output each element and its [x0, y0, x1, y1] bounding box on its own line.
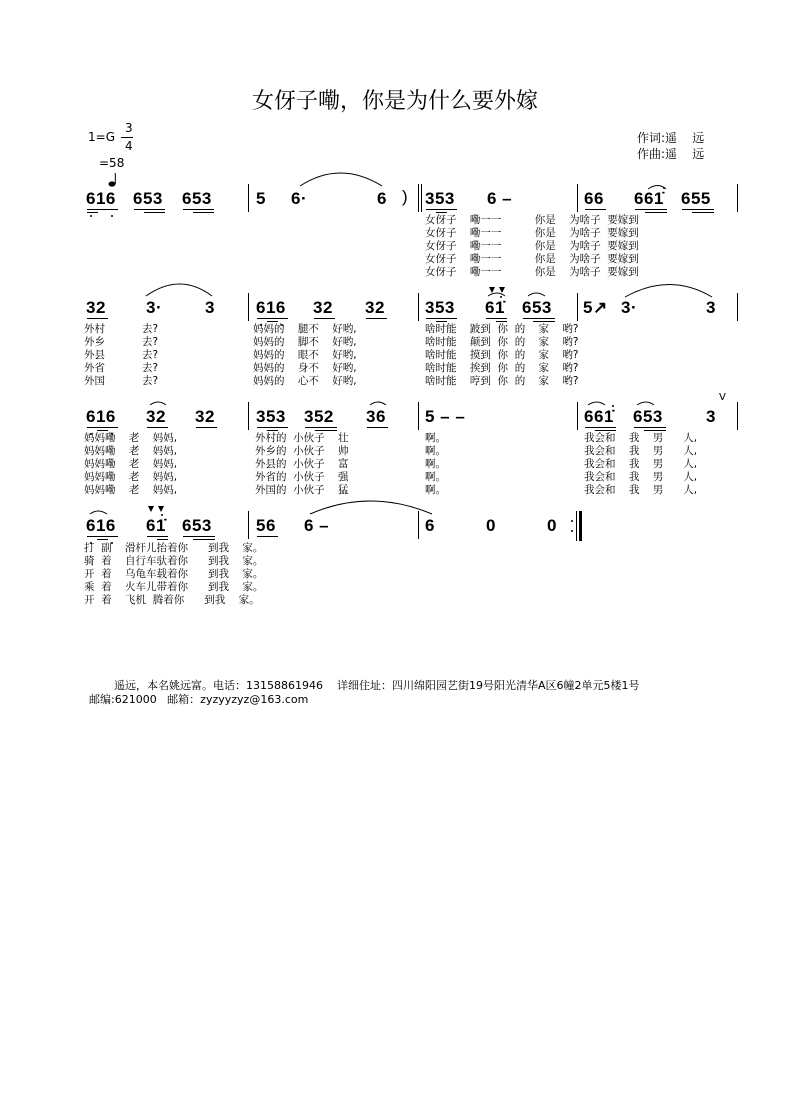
lyric-line: 妈妈嘞 老 妈妈, [84, 432, 178, 444]
bar-line [421, 184, 422, 212]
bar-line [418, 293, 419, 321]
note-group: 661̇ [634, 189, 664, 208]
note-group: 32 [313, 298, 333, 317]
lyric-line: 啥时能 挨到 你 的 家 哟? [425, 362, 579, 374]
slur [370, 402, 386, 405]
high-octave-dot [663, 187, 665, 189]
slur [637, 402, 654, 405]
bar-line [737, 184, 738, 212]
underline [595, 430, 616, 431]
note-group: 3· [146, 298, 163, 317]
lyric-line: 妈妈的 脚不 好哟, [253, 336, 357, 348]
note-group: 5 [256, 189, 266, 208]
note-group: 653 [522, 298, 552, 317]
underline [436, 321, 447, 322]
note-group: 6 – [304, 516, 330, 535]
note-group: 32 [86, 298, 106, 317]
underline [87, 318, 108, 319]
time-signature-bottom: 4 [125, 139, 133, 153]
underline [196, 427, 217, 428]
lyric-line: 去? [142, 349, 159, 361]
underline [585, 209, 606, 210]
lyric-line: 我会和 我 男 人, [584, 458, 698, 470]
bar-line [418, 184, 419, 212]
underline [426, 209, 457, 210]
lyric-line: 啊。 [425, 432, 446, 444]
low-octave-dot [111, 215, 113, 217]
lyric-line: 妈妈的 心不 好哟, [253, 375, 357, 387]
accent-mark [148, 506, 154, 512]
note-group: 5↗ [583, 298, 608, 317]
underline [147, 536, 168, 537]
bar-line [248, 293, 249, 321]
lyric-line: 女伢子 嘞一一 你是 为啥子 要嫁到 [425, 240, 639, 252]
lyric-line: 女伢子 嘞一一 你是 为啥子 要嫁到 [425, 266, 639, 278]
note-group: 0 [486, 516, 496, 535]
note-group: 616 [86, 407, 116, 426]
note-group: 3 [706, 298, 716, 317]
slur [90, 511, 107, 514]
underline [692, 212, 714, 213]
lyric-line: 外村 [84, 323, 105, 335]
note-group: 32 [146, 407, 166, 426]
lyric-line: 啥时能 哼到 你 的 家 哟? [425, 375, 579, 387]
underline [644, 430, 666, 431]
underline [496, 321, 507, 322]
note-group: 616 [256, 298, 286, 317]
lyric-line: 我会和 我 男 人, [584, 471, 698, 483]
lyric-line: 啥时能 跛到 你 的 家 哟? [425, 323, 579, 335]
paren-close: ) [402, 187, 409, 206]
underline [87, 536, 118, 537]
note-group: 32 [195, 407, 215, 426]
underline [314, 318, 335, 319]
note-group: 3 [706, 407, 716, 426]
bar-line [418, 402, 419, 430]
note-group: 616 [86, 516, 116, 535]
lyric-line: 外省的 小伙子 强 [255, 471, 349, 483]
underline [635, 209, 667, 210]
lyric-line: 开 着 乌龟车载着你 到我 家。 [84, 568, 264, 580]
contact-info: 遥远，本名姚远富。电话：13158861946 详细住址：四川绵阳园艺街19号阳光清华A区6幢2单元5楼1号 [114, 679, 640, 692]
note-group: 0 [547, 516, 557, 535]
underline [315, 430, 337, 431]
lyric-line: 我会和 我 男 人, [584, 432, 698, 444]
underline [257, 427, 288, 428]
underline [486, 318, 507, 319]
lyric-line: 去? [142, 323, 159, 335]
underline [436, 212, 447, 213]
underline [305, 427, 337, 428]
note-group: 353 [256, 407, 286, 426]
lyric-line: 妈妈嘞 老 妈妈, [84, 471, 178, 483]
note-group: 61̇ [146, 516, 166, 535]
tempo-marking: =58 [99, 156, 125, 170]
lyric-line: 啊。 [425, 445, 446, 457]
slur [488, 293, 505, 296]
time-signature-line [121, 137, 133, 138]
slur [146, 284, 212, 296]
lyric-line: 妈妈嘞 老 妈妈, [84, 445, 178, 457]
note-group: 353 [425, 189, 455, 208]
slur [625, 285, 712, 298]
note-group: 6 [377, 189, 387, 208]
underline [87, 427, 118, 428]
note-group: 653 [133, 189, 163, 208]
underline [257, 536, 278, 537]
lyric-line: 外省 [84, 362, 105, 374]
note-group: 353 [425, 298, 455, 317]
lyric-line: 妈妈嘞 老 妈妈, [84, 458, 178, 470]
low-octave-dot [90, 215, 92, 217]
underline [426, 318, 457, 319]
high-octave-dot [500, 296, 502, 298]
note-group: 5 – – [425, 407, 466, 426]
note-group: 66 [584, 189, 604, 208]
lyric-line: 妈妈的 腿不 好哟, [253, 323, 357, 335]
note-group: 3 [205, 298, 215, 317]
lyric-line: 乘 着 火车儿带着你 到我 家。 [84, 581, 264, 593]
note-group: 352 [304, 407, 334, 426]
lyric-line: 外县 [84, 349, 105, 361]
underline [183, 209, 214, 210]
underline [97, 539, 108, 540]
bar-line [577, 402, 578, 430]
key-signature: 1=G [88, 130, 115, 144]
accent-mark [158, 506, 164, 512]
lyric-line: 妈妈嘞 老 妈妈, [84, 484, 178, 496]
underline [183, 536, 215, 537]
note-group: 653 [182, 189, 212, 208]
lyric-line: 啊。 [425, 458, 446, 470]
high-octave-dot [161, 514, 163, 516]
underline [193, 212, 214, 213]
underline [585, 427, 616, 428]
repeat-dot [571, 530, 573, 532]
bar-line [248, 184, 249, 212]
note-group: 653 [633, 407, 663, 426]
lyric-line: 啊。 [425, 471, 446, 483]
underline [267, 430, 278, 431]
underline [147, 427, 168, 428]
lyric-line: 外县的 小伙子 富 [255, 458, 349, 470]
postal-email: 邮编:621000 邮箱：zyzyyzyz@163.com [89, 693, 309, 706]
slur [588, 402, 605, 405]
lyric-line: 女伢子 嘞一一 你是 为啥子 要嫁到 [425, 227, 639, 239]
underline [97, 430, 108, 431]
note-group: 653 [182, 516, 212, 535]
time-signature-top: 3 [125, 121, 133, 135]
lyric-line: 去? [142, 336, 159, 348]
slur [150, 402, 166, 405]
high-octave-dot [612, 405, 614, 407]
underline [267, 321, 278, 322]
slur [300, 173, 382, 186]
lyric-line: 我会和 我 男 人, [584, 484, 698, 496]
slur [310, 501, 432, 514]
breath-mark: V [719, 392, 726, 403]
lyric-line: 女伢子 嘞一一 你是 为啥子 要嫁到 [425, 214, 639, 226]
lyric-line: 外乡 [84, 336, 105, 348]
lyricist: 作词:遥 远 [637, 131, 705, 145]
underline [682, 209, 714, 210]
note-group: 56 [256, 516, 276, 535]
note-group: 661̇ [584, 407, 614, 426]
note-group: 32 [365, 298, 385, 317]
note-group: 6 – [487, 189, 513, 208]
underline [157, 539, 168, 540]
note-group: 655 [681, 189, 711, 208]
slur [528, 293, 545, 296]
note-group: 616 [86, 189, 116, 208]
underline [257, 318, 288, 319]
lyric-line: 啥时能 颠到 你 的 家 哟? [425, 336, 579, 348]
lyric-line: 外国 [84, 375, 105, 387]
note-group: 6 [425, 516, 435, 535]
underline [366, 318, 387, 319]
accent-mark [499, 287, 505, 293]
lyric-line: 开 着 飞机 腾着你 到我 家。 [84, 594, 260, 606]
note-group: 36 [366, 407, 386, 426]
bar-line [418, 511, 419, 539]
underline [367, 427, 388, 428]
lyric-line: 女伢子 嘞一一 你是 为啥子 要嫁到 [425, 253, 639, 265]
quarter-note-icon [88, 153, 98, 167]
lyric-line: 妈妈的 眼不 好哟, [253, 349, 357, 361]
repeat-bar-line [576, 511, 577, 541]
underline [144, 212, 165, 213]
lyric-line: 啊。 [425, 484, 446, 496]
note-group: 61̇ [485, 298, 505, 317]
underline [87, 209, 118, 210]
lyric-line: 打 副 滑杆儿抬着你 到我 家。 [84, 542, 264, 554]
note-group: 6· [291, 189, 308, 208]
lyric-line: 外乡的 小伙子 帅 [255, 445, 349, 457]
lyric-line: 我会和 我 男 人, [584, 445, 698, 457]
bar-line [737, 293, 738, 321]
repeat-dot [571, 520, 573, 522]
underline [87, 212, 98, 213]
underline [533, 321, 555, 322]
bar-line [577, 293, 578, 321]
final-bar-line [579, 511, 582, 541]
lyric-line: 妈妈的 身不 好哟, [253, 362, 357, 374]
underline [193, 539, 215, 540]
song-title: 女伢子嘞，你是为什么要外嫁 [251, 89, 538, 114]
underline [523, 318, 555, 319]
underline [634, 427, 666, 428]
underline [134, 209, 165, 210]
bar-line [737, 402, 738, 430]
lyric-line: 外国的 小伙子 猛 [255, 484, 349, 496]
bar-line [248, 511, 249, 539]
bar-line [248, 402, 249, 430]
accent-mark [489, 287, 495, 293]
lyric-line: 啥时能 摸到 你 的 家 哟? [425, 349, 579, 361]
lyric-line: 去? [142, 362, 159, 374]
composer: 作曲:遥 远 [637, 147, 705, 161]
lyric-line: 外村的 小伙子 壮 [255, 432, 349, 444]
lyric-line: 骑 着 自行车驮着你 到我 家。 [84, 555, 264, 567]
bar-line [577, 184, 578, 212]
underline [645, 212, 667, 213]
note-group: 3· [621, 298, 638, 317]
lyric-line: 去? [142, 375, 159, 387]
